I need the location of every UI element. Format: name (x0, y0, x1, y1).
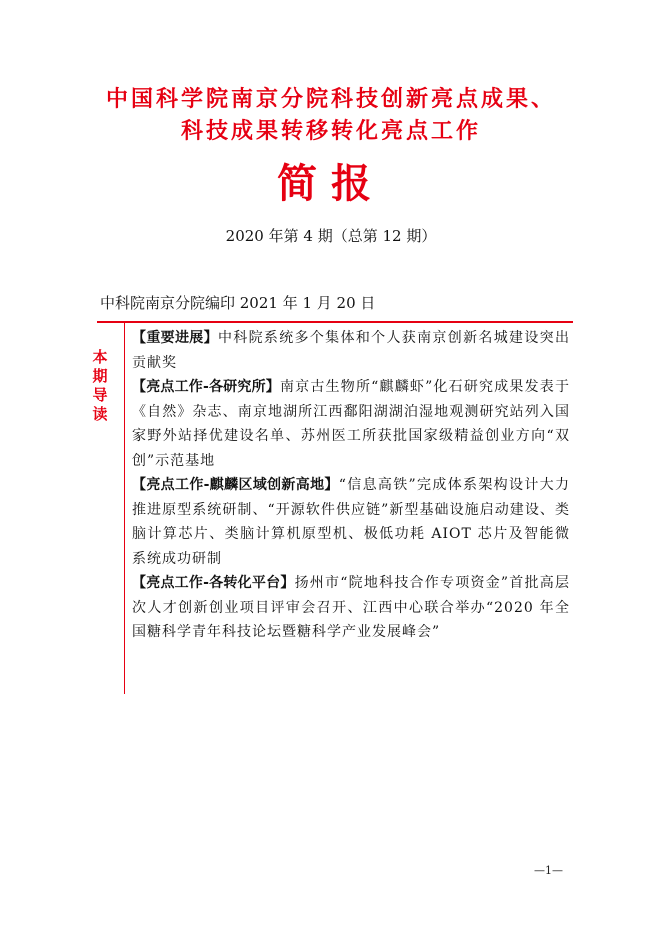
item-tag: 【亮点工作-各研究所】 (132, 379, 280, 395)
sidebar-label-char: 本 (92, 348, 108, 366)
title-line-2: 科技成果转移转化亮点工作 (180, 118, 481, 144)
contents-item-major-progress (132, 326, 570, 375)
page-number: —1— (534, 864, 563, 877)
contents-sidebar-label (90, 348, 110, 424)
publisher-line: 中科院南京分院编印 2021 年 1 月 20 日 (100, 294, 376, 312)
issue-number: 2020 年第 4 期（总第 12 期） (225, 227, 437, 245)
item-tag: 【亮点工作-各转化平台】 (132, 575, 295, 591)
sidebar-label-char: 期 (92, 367, 108, 385)
item-tag: 【重要进展】 (132, 330, 218, 346)
item-text: 南京古生物所“麒麟虾”化石研究成果发表于《自然》杂志、南京地湖所江西鄱阳湖湖泊湿地观测研究站列入国家野外站择优建设名单、苏州医工所获批国家级精益创业方向“双创”示范基地 (132, 379, 570, 469)
item-tag: 【亮点工作-麒麟区域创新高地】 (132, 477, 339, 493)
brief-title: 简报 (277, 160, 385, 207)
sidebar-label-char: 导 (92, 386, 108, 404)
item-text: “信息高铁”完成体系架构设计大力推进原型系统研制、“开源软件供应链”新型基础设施启动建设、类脑计算芯片、类脑计算机原型机、极低功耗 AIOT 芯片及智能微系统成功研制 (132, 477, 570, 567)
contents-item-transfer-platforms (132, 571, 570, 645)
contents-list (132, 326, 570, 645)
item-text: 中科院系统多个集体和个人获南京创新名城建设突出贡献奖 (132, 330, 571, 371)
title-line-1: 中国科学院南京分院科技创新亮点成果、 (105, 86, 556, 112)
item-text: 扬州市“院地科技合作专项资金”首批高层次人才创新创业项目评审会召开、江西中心联合举办“2020 年全国糖科学青年科技论坛暨糖科学产业发展峰会” (132, 575, 570, 640)
header-divider (97, 321, 573, 323)
contents-item-qilin-highland (132, 473, 570, 571)
contents-item-institutes (132, 375, 570, 473)
sidebar-divider (124, 322, 125, 694)
sidebar-label-char: 读 (92, 405, 108, 423)
